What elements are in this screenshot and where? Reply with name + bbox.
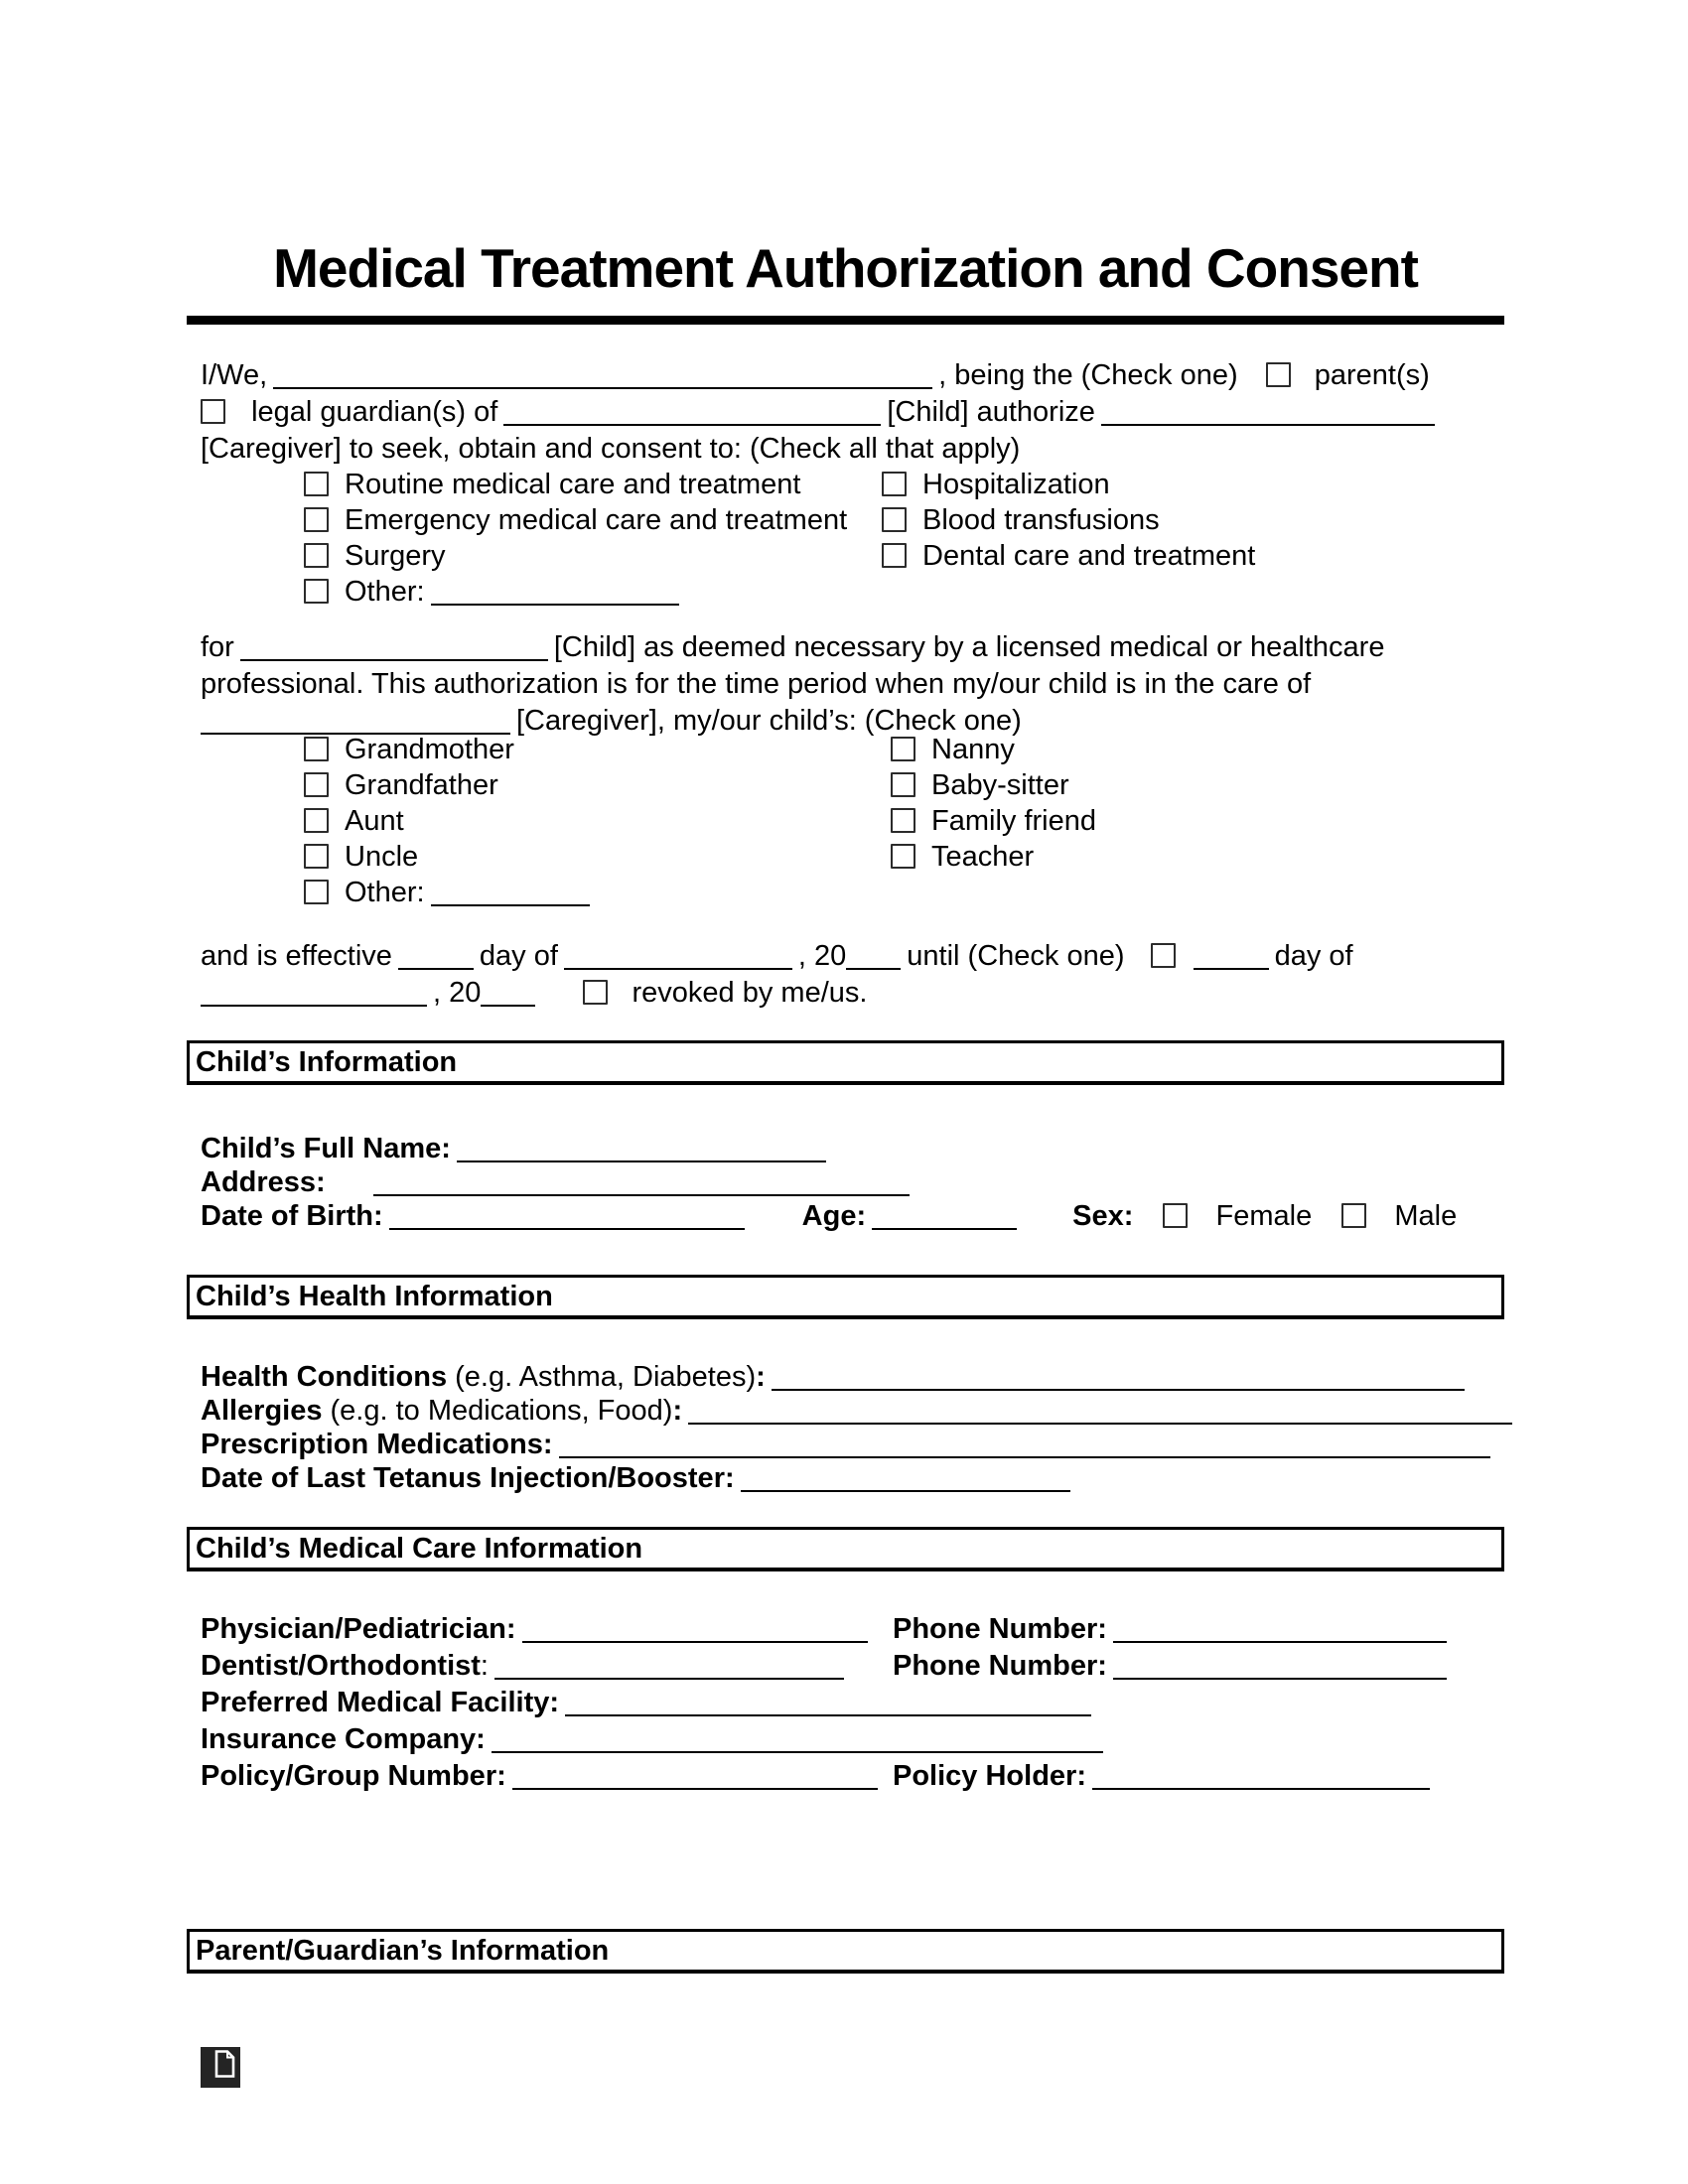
effective-year-1: , 20 bbox=[797, 940, 847, 972]
blank-physician[interactable] bbox=[522, 1617, 868, 1643]
checkbox-dental-care[interactable] bbox=[882, 543, 907, 568]
blank-for-child[interactable] bbox=[240, 635, 548, 661]
label-health-conditions: Health Conditions bbox=[201, 1361, 448, 1393]
label-sex: Sex: bbox=[1072, 1200, 1134, 1232]
label-grandfather: Grandfather bbox=[345, 769, 498, 801]
checkbox-caregiver-other[interactable] bbox=[304, 880, 329, 904]
label-policy-number: Policy/Group Number: bbox=[201, 1760, 506, 1792]
label-insurance-company: Insurance Company: bbox=[201, 1723, 486, 1755]
child-medical-care-fields bbox=[187, 1611, 1518, 1795]
auth-caregiver-choice: [Caregiver], my/our child’s: (Check one) bbox=[516, 705, 1022, 737]
label-caregiver-other: Other: bbox=[345, 877, 425, 908]
label-emergency-care: Emergency medical care and treatment bbox=[345, 504, 848, 536]
intro-being: , being the (Check one) bbox=[938, 359, 1238, 391]
checkbox-grandfather[interactable] bbox=[304, 772, 329, 797]
label-prescription-medications: Prescription Medications: bbox=[201, 1429, 553, 1460]
label-teacher: Teacher bbox=[931, 841, 1035, 873]
blank-health-conditions[interactable] bbox=[772, 1365, 1465, 1391]
intro-paragraph bbox=[187, 357, 1518, 468]
label-legal-guardian: legal guardian(s) of bbox=[251, 396, 498, 428]
label-child-full-name: Child’s Full Name: bbox=[201, 1133, 451, 1164]
auth-period: professional. This authorization is for the time period when my/our child is in the care of bbox=[201, 668, 1312, 700]
label-dental-care: Dental care and treatment bbox=[922, 540, 1256, 572]
checkbox-male[interactable] bbox=[1341, 1203, 1366, 1228]
blank-tetanus-date[interactable] bbox=[741, 1466, 1070, 1492]
checkbox-legal-guardian[interactable] bbox=[201, 399, 225, 424]
blank-policy-number[interactable] bbox=[512, 1764, 878, 1790]
label-child-address: Address: bbox=[201, 1166, 326, 1198]
blank-until-month[interactable] bbox=[201, 981, 427, 1007]
checkbox-grandmother[interactable] bbox=[304, 737, 329, 761]
caregiver-options-group bbox=[187, 732, 1504, 910]
legal-templates-logo bbox=[201, 2047, 240, 2093]
section-child-information-title: Child’s Information bbox=[196, 1046, 458, 1078]
label-grandmother: Grandmother bbox=[345, 734, 514, 765]
blank-insurance-company[interactable] bbox=[492, 1727, 1103, 1753]
checkbox-routine-care[interactable] bbox=[304, 472, 329, 496]
form-title: Medical Treatment Authorization and Consent bbox=[273, 237, 1418, 299]
blank-allergies[interactable] bbox=[688, 1399, 1512, 1425]
section-child-medical-care bbox=[187, 1527, 1504, 1571]
checkbox-uncle[interactable] bbox=[304, 844, 329, 869]
effective-prefix: and is effective bbox=[201, 940, 392, 972]
label-revoked: revoked by me/us. bbox=[632, 977, 868, 1009]
checkbox-parent[interactable] bbox=[1266, 362, 1291, 387]
label-female: Female bbox=[1215, 1200, 1313, 1232]
blank-child-full-name[interactable] bbox=[457, 1137, 826, 1162]
section-child-information bbox=[187, 1040, 1504, 1085]
label-allergies-colon: : bbox=[672, 1395, 683, 1427]
effective-until: until (Check one) bbox=[907, 940, 1125, 972]
authorization-paragraph bbox=[187, 629, 1518, 740]
blank-consent-other[interactable] bbox=[431, 580, 679, 606]
effective-year-2: , 20 bbox=[433, 977, 482, 1009]
auth-deemed: [Child] as deemed necessary by a licensed medical or healthcare bbox=[553, 631, 1385, 663]
label-routine-care: Routine medical care and treatment bbox=[345, 469, 801, 500]
blank-child-name[interactable] bbox=[503, 400, 881, 426]
hint-health-conditions: (e.g. Asthma, Diabetes) bbox=[455, 1361, 757, 1393]
label-consent-other: Other: bbox=[345, 576, 425, 608]
label-babysitter: Baby-sitter bbox=[931, 769, 1069, 801]
blank-dentist-phone[interactable] bbox=[1113, 1654, 1447, 1680]
label-physician-phone: Phone Number: bbox=[893, 1613, 1107, 1645]
blank-parent-names[interactable] bbox=[273, 363, 932, 389]
blank-dentist[interactable] bbox=[494, 1654, 844, 1680]
checkbox-family-friend[interactable] bbox=[891, 808, 915, 833]
blank-policy-holder[interactable] bbox=[1092, 1764, 1430, 1790]
label-dentist-colon: : bbox=[480, 1650, 489, 1682]
label-surgery: Surgery bbox=[345, 540, 446, 572]
section-child-medical-care-title: Child’s Medical Care Information bbox=[196, 1533, 643, 1565]
checkbox-babysitter[interactable] bbox=[891, 772, 915, 797]
label-allergies: Allergies bbox=[201, 1395, 323, 1427]
label-hospitalization: Hospitalization bbox=[922, 469, 1110, 500]
effective-paragraph bbox=[187, 938, 1518, 1012]
effective-day-of-2: day of bbox=[1274, 940, 1353, 972]
blank-effective-day[interactable] bbox=[398, 944, 474, 970]
label-family-friend: Family friend bbox=[931, 805, 1096, 837]
consent-options-group bbox=[187, 467, 1504, 610]
blank-effective-year[interactable] bbox=[846, 944, 901, 970]
label-age: Age: bbox=[801, 1200, 867, 1232]
checkbox-blood-transfusions[interactable] bbox=[882, 507, 907, 532]
checkbox-revoked[interactable] bbox=[583, 980, 608, 1005]
checkbox-nanny[interactable] bbox=[891, 737, 915, 761]
effective-day-of-1: day of bbox=[479, 940, 558, 972]
legal-templates-logo-icon bbox=[201, 2047, 240, 2088]
label-nanny: Nanny bbox=[931, 734, 1015, 765]
section-parent-guardian-information bbox=[187, 1929, 1504, 1974]
blank-age[interactable] bbox=[872, 1204, 1017, 1230]
blank-date-of-birth[interactable] bbox=[389, 1204, 745, 1230]
label-aunt: Aunt bbox=[345, 805, 404, 837]
section-child-health-information bbox=[187, 1275, 1504, 1319]
blank-caregiver-other[interactable] bbox=[431, 881, 590, 906]
label-uncle: Uncle bbox=[345, 841, 419, 873]
blank-until-year[interactable] bbox=[481, 981, 535, 1007]
label-dentist-phone: Phone Number: bbox=[893, 1650, 1107, 1682]
document-page bbox=[187, 0, 1504, 2184]
child-health-fields bbox=[187, 1360, 1518, 1495]
intro-child-authorize: [Child] authorize bbox=[887, 396, 1095, 428]
title-rule bbox=[187, 316, 1504, 325]
blank-effective-month[interactable] bbox=[564, 944, 792, 970]
checkbox-hospitalization[interactable] bbox=[882, 472, 907, 496]
intro-we: I/We, bbox=[201, 359, 268, 391]
label-health-conditions-colon: : bbox=[756, 1361, 766, 1393]
label-date-of-birth: Date of Birth: bbox=[201, 1200, 383, 1232]
label-medical-facility: Preferred Medical Facility: bbox=[201, 1687, 560, 1718]
label-parent: parent(s) bbox=[1314, 359, 1430, 391]
checkbox-female[interactable] bbox=[1163, 1203, 1188, 1228]
checkbox-consent-other[interactable] bbox=[304, 579, 329, 604]
blank-until-day[interactable] bbox=[1194, 944, 1269, 970]
blank-physician-phone[interactable] bbox=[1113, 1617, 1447, 1643]
checkbox-until-day[interactable] bbox=[1151, 943, 1176, 968]
intro-caregiver-line: [Caregiver] to seek, obtain and consent to: (Check all that apply) bbox=[201, 433, 1021, 465]
checkbox-emergency-care[interactable] bbox=[304, 507, 329, 532]
label-physician: Physician/Pediatrician: bbox=[201, 1613, 516, 1645]
label-policy-holder: Policy Holder: bbox=[893, 1760, 1086, 1792]
section-child-health-information-title: Child’s Health Information bbox=[196, 1281, 553, 1312]
label-blood-transfusions: Blood transfusions bbox=[922, 504, 1160, 536]
label-dentist: Dentist/Orthodontist bbox=[201, 1650, 481, 1682]
section-parent-guardian-information-title: Parent/Guardian’s Information bbox=[196, 1935, 610, 1967]
blank-medical-facility[interactable] bbox=[565, 1691, 1091, 1716]
blank-child-address[interactable] bbox=[373, 1170, 910, 1196]
blank-prescription-medications[interactable] bbox=[559, 1433, 1490, 1458]
checkbox-surgery[interactable] bbox=[304, 543, 329, 568]
child-info-fields bbox=[187, 1132, 1518, 1233]
label-male: Male bbox=[1394, 1200, 1458, 1232]
checkbox-teacher[interactable] bbox=[891, 844, 915, 869]
auth-for: for bbox=[201, 631, 234, 663]
label-tetanus-date: Date of Last Tetanus Injection/Booster: bbox=[201, 1462, 735, 1494]
blank-caregiver-name[interactable] bbox=[1101, 400, 1435, 426]
hint-allergies: (e.g. to Medications, Food) bbox=[330, 1395, 673, 1427]
checkbox-aunt[interactable] bbox=[304, 808, 329, 833]
